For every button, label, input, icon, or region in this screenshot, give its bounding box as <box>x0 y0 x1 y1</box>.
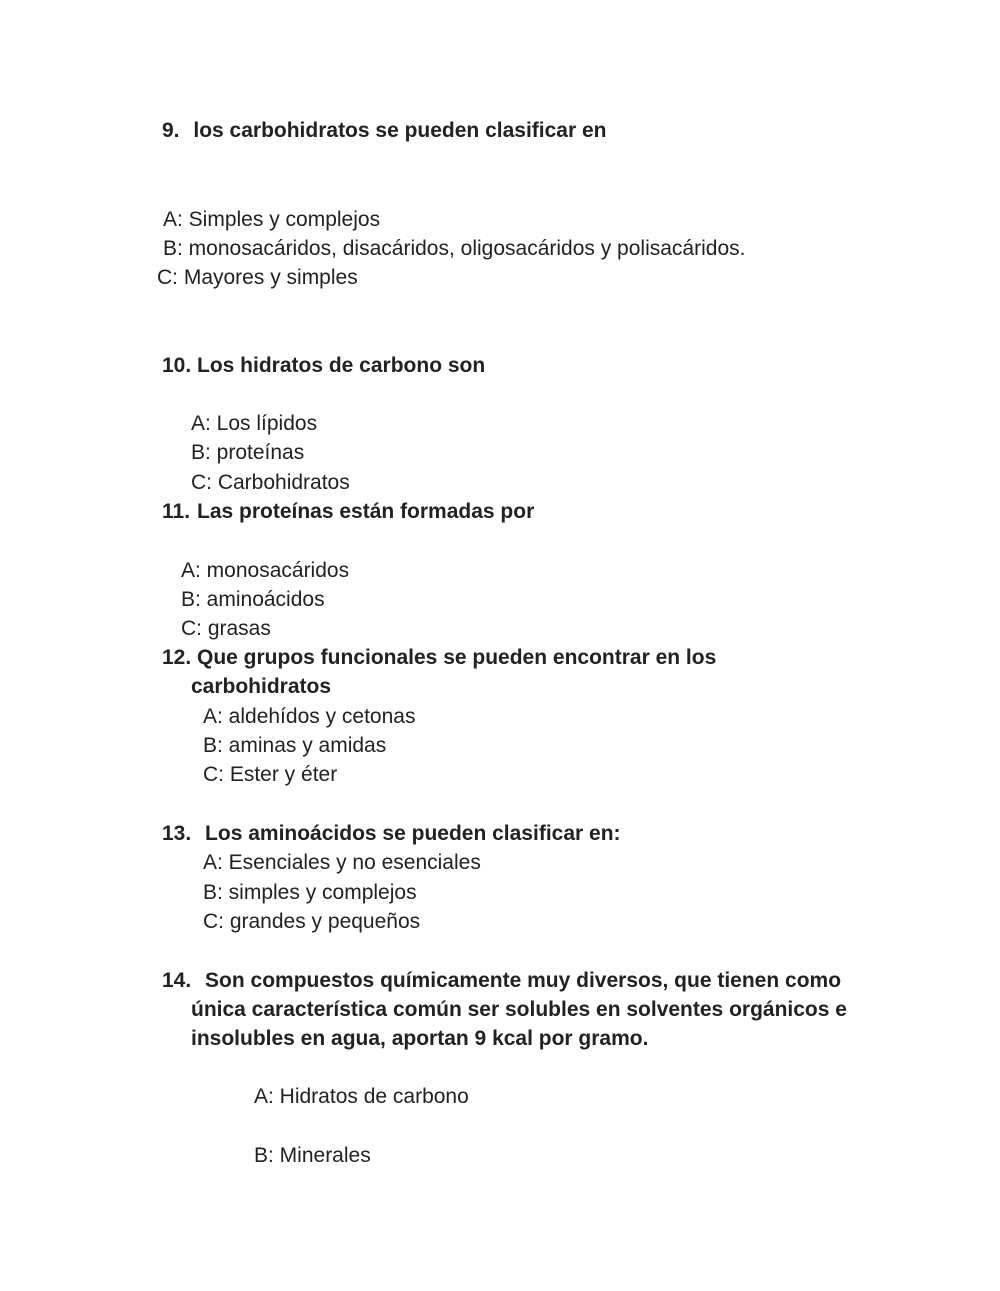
question-number: 9. <box>162 119 180 142</box>
question-14 <box>162 967 841 995</box>
question-text: los carbohidratos se pueden clasificar en <box>193 119 607 142</box>
question-13 <box>162 820 621 848</box>
option-12c[interactable]: C: Ester y éter <box>203 763 338 786</box>
option-11a[interactable]: A: monosacáridos <box>181 559 350 582</box>
option-10a[interactable]: A: Los lípidos <box>191 412 318 435</box>
option-12b[interactable]: B: aminas y amidas <box>203 734 387 757</box>
question-text: Los aminoácidos se pueden clasificar en: <box>205 822 621 845</box>
option-13c[interactable]: C: grandes y pequeños <box>203 910 421 933</box>
option-14a[interactable]: A: Hidratos de carbono <box>254 1085 469 1108</box>
question-9 <box>162 117 607 145</box>
question-14-continuation-2: insolubles en agua, aportan 9 kcal por gramo. <box>191 1027 649 1050</box>
question-14-continuation-1: única característica común ser solubles en solventes orgánicos e <box>191 998 847 1021</box>
question-12 <box>162 644 716 672</box>
option-11b[interactable]: B: aminoácidos <box>181 588 325 611</box>
question-number: 14. <box>162 969 192 992</box>
option-14b[interactable]: B: Minerales <box>254 1144 371 1167</box>
question-11 <box>162 498 534 526</box>
option-10b[interactable]: B: proteínas <box>191 441 305 464</box>
question-text: Las proteínas están formadas por <box>197 500 535 523</box>
question-number: 10. <box>162 354 192 377</box>
option-11c[interactable]: C: grasas <box>181 617 271 640</box>
question-number: 13. <box>162 822 192 845</box>
option-9c[interactable]: C: Mayores y simples <box>157 266 358 289</box>
option-9a[interactable]: A: Simples y complejos <box>163 208 381 231</box>
question-number: 12. <box>162 646 192 669</box>
question-text: Los hidratos de carbono son <box>197 354 486 377</box>
question-12-continuation: carbohidratos <box>191 675 332 698</box>
option-9b[interactable]: B: monosacáridos, disacáridos, oligosacáridos y polisacáridos. <box>163 237 746 260</box>
question-number: 11. <box>162 500 191 523</box>
option-13b[interactable]: B: simples y complejos <box>203 881 417 904</box>
option-12a[interactable]: A: aldehídos y cetonas <box>203 705 416 728</box>
option-10c[interactable]: C: Carbohidratos <box>191 471 350 494</box>
question-text: Son compuestos químicamente muy diversos, que tienen como <box>205 969 842 992</box>
question-10 <box>162 352 485 380</box>
option-13a[interactable]: A: Esenciales y no esenciales <box>203 851 481 874</box>
question-text: Que grupos funcionales se pueden encontrar en los <box>197 646 717 669</box>
